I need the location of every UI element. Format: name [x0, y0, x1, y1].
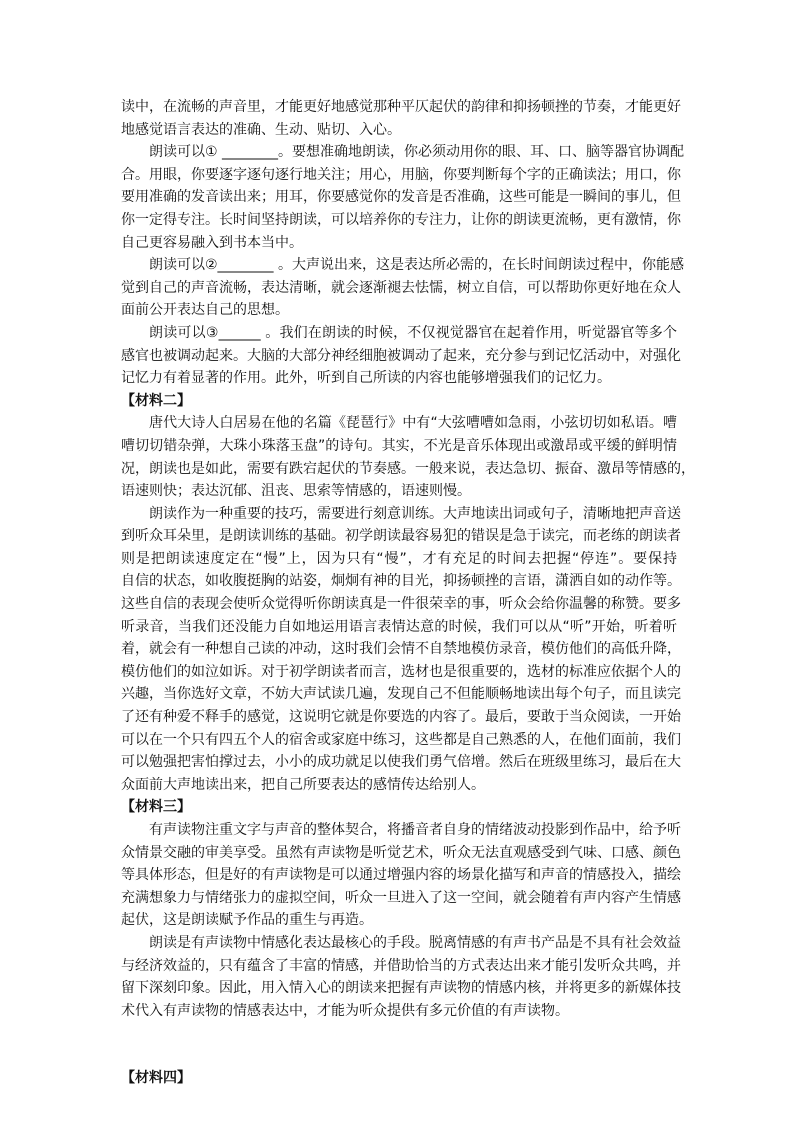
text-line: 朗读作为一种重要的技巧，需要进行刻意训练。大声地读出词或句子，清晰地把声音送: [149, 505, 681, 522]
text-line: 众面前大声地读出来，把自己所要表达的感情传达给别人。: [121, 776, 485, 793]
blank-space: [121, 1022, 677, 1067]
text-line: 有声读物注重文字与声音的整体契合，将播音者自身的情绪波动投影到作品中，给予听: [149, 822, 681, 838]
text-line: 语速则快；表达沉郁、沮丧、思索等情感的，语速则慢。: [121, 483, 471, 500]
text-line: 充满想象力与情绪张力的虚拟空间，听众一旦进入了这一空间，就会随着有声内容产生情感: [121, 889, 681, 906]
text-line: 这些自信的表现会使听众觉得听你朗读真是一件很荣幸的事，听众会给你温馨的称赞。要多: [121, 596, 681, 613]
text-line: 留下深刻印象。因此，用入情入心的朗读来把握有声读物的情感内核，并将更多的新媒体技: [121, 980, 681, 997]
text-line: 觉到自己的声音流畅，表达清晰，就会逐渐褪去怯懦，树立自信，可以帮助你更好地在众人: [121, 279, 681, 296]
text-line: 朗读可以②________ 。大声说出来，这是表达所必需的，在长时间朗读过程中，你能感: [149, 257, 684, 274]
text-line: 众情景交融的审美享受。虽然有声读物是听觉艺术，听众无法直观感受到气味、口感、颜色: [121, 844, 681, 861]
text-line: 地感觉语言表达的准确、生动、贴切、入心。: [121, 121, 401, 138]
text-line: 了还有种爱不释手的感觉，这说明它就是你要选的内容了。最后，要敢于当众阅读，一开始: [121, 709, 681, 726]
text-line: 你一定得专注。长时间坚持朗读，可以培养你的专注力，让你的朗读更流畅，更有激情，你: [121, 211, 681, 228]
section-heading-material-four: 【材料四】: [121, 1070, 191, 1087]
text-line: 感官也被调动起来。大脑的大部分神经细胞被调动了起来，充分参与到记忆活动中，对强化: [121, 347, 681, 364]
text-line: 朗读可以① ________。要想准确地朗读，你必须动用你的眼、耳、口、脑等器官协调配: [149, 144, 684, 161]
text-line: 模仿他们的如泣如诉。对于初学朗读者而言，选材也是很重要的，选材的标准应依据个人的: [121, 663, 681, 680]
text-line: 朗读是有声读物中情感化表达最核心的手段。脱离情感的有声书产品是不具有社会效益: [149, 934, 681, 951]
text-line: 听录音，当我们还没能力自如地运用语言表情达意的时候，我们可以从“听”开始，听着听: [121, 618, 677, 635]
text-line: 术代入有声读物的情感表达中，才能为听众提供有多元价值的有声读物。: [121, 1002, 569, 1019]
text-line: 况，朗读也是如此，需要有跌宕起伏的节奏感。一般来说，表达急切、振奋、激昂等情感的，: [121, 460, 695, 477]
document-page: [121, 96, 695, 1090]
text-line: 合。用眼，你要逐字逐句逐行地关注；用心，用脑，你要判断每个字的正确读法；用口，你: [121, 166, 681, 183]
text-line: 记忆力有着显著的作用。此外，听到自己所读的内容也能够增强我们的记忆力。: [121, 370, 611, 387]
text-line: 等具体形态，但是好的有声读物是可以通过增强内容的场景化描写和声音的情感投入，描绘: [121, 867, 681, 884]
text-line: 可以勉强把害怕撑过去，小小的成功就足以使我们勇气倍增。然后在班级里练习，最后在大: [121, 754, 681, 771]
text-line: 到听众耳朵里，是朗读训练的基础。初学朗读最容易犯的错误是急于读完，而老练的朗读者: [121, 528, 681, 545]
text-line: 自信的状态，如收腹挺胸的站姿，炯炯有神的目光，抑扬顿挫的言语，潇洒自如的动作等。: [121, 573, 681, 590]
text-line: 着，就会有一种想自己读的冲动，这时我们会情不自禁地模仿录音，模仿他们的高低升降，: [121, 641, 681, 658]
text-line: 则是把朗读速度定在“慢”上，因为只有“慢”，才有充足的时间去把握“停连”。要保持: [121, 550, 677, 567]
text-line: 嘈切切错杂弹，大珠小珠落玉盘”的诗句。其实，不光是音乐体现出或激昂或平缓的鲜明情: [121, 437, 677, 454]
text-line: 朗读可以③______ 。我们在朗读的时候，不仅视觉器官在起着作用，听觉器官等多个: [149, 324, 677, 341]
text-line: 读中，在流畅的声音里，才能更好地感觉那种平仄起伏的韵律和抑扬顿挫的节奏，才能更好: [121, 99, 681, 115]
text-line: 唐代大诗人白居易在他的名篇《琵琶行》中有“大弦嘈嘈如急雨，小弦切切如私语。嘈: [149, 415, 677, 432]
section-heading: 【材料二】: [121, 392, 191, 409]
text-line: 要用准确的发音读出来；用耳，你要感觉你的发音是否准确，这些可能是一瞬间的事儿，但: [121, 189, 681, 206]
text-line: 与经济效益的，只有蕴含了丰富的情感，并借助恰当的方式表达出来才能引发听众共鸣，并: [121, 957, 681, 974]
text-line: 自己更容易融入到书本当中。: [121, 234, 303, 251]
text-line: 起伏，这是朗读赋予作品的重生与再造。: [121, 912, 373, 929]
section-heading: 【材料三】: [121, 799, 191, 816]
text-line: 面前公开表达自己的思想。: [121, 302, 289, 319]
text-line: 兴趣，当你选好文章，不妨大声试读几遍，发现自己不但能顺畅地读出每个句子，而且读完: [121, 686, 681, 703]
text-line: 可以在一个只有四五个人的宿舍或家庭中练习，这些都是自己熟悉的人，在他们面前，我们: [121, 731, 681, 748]
